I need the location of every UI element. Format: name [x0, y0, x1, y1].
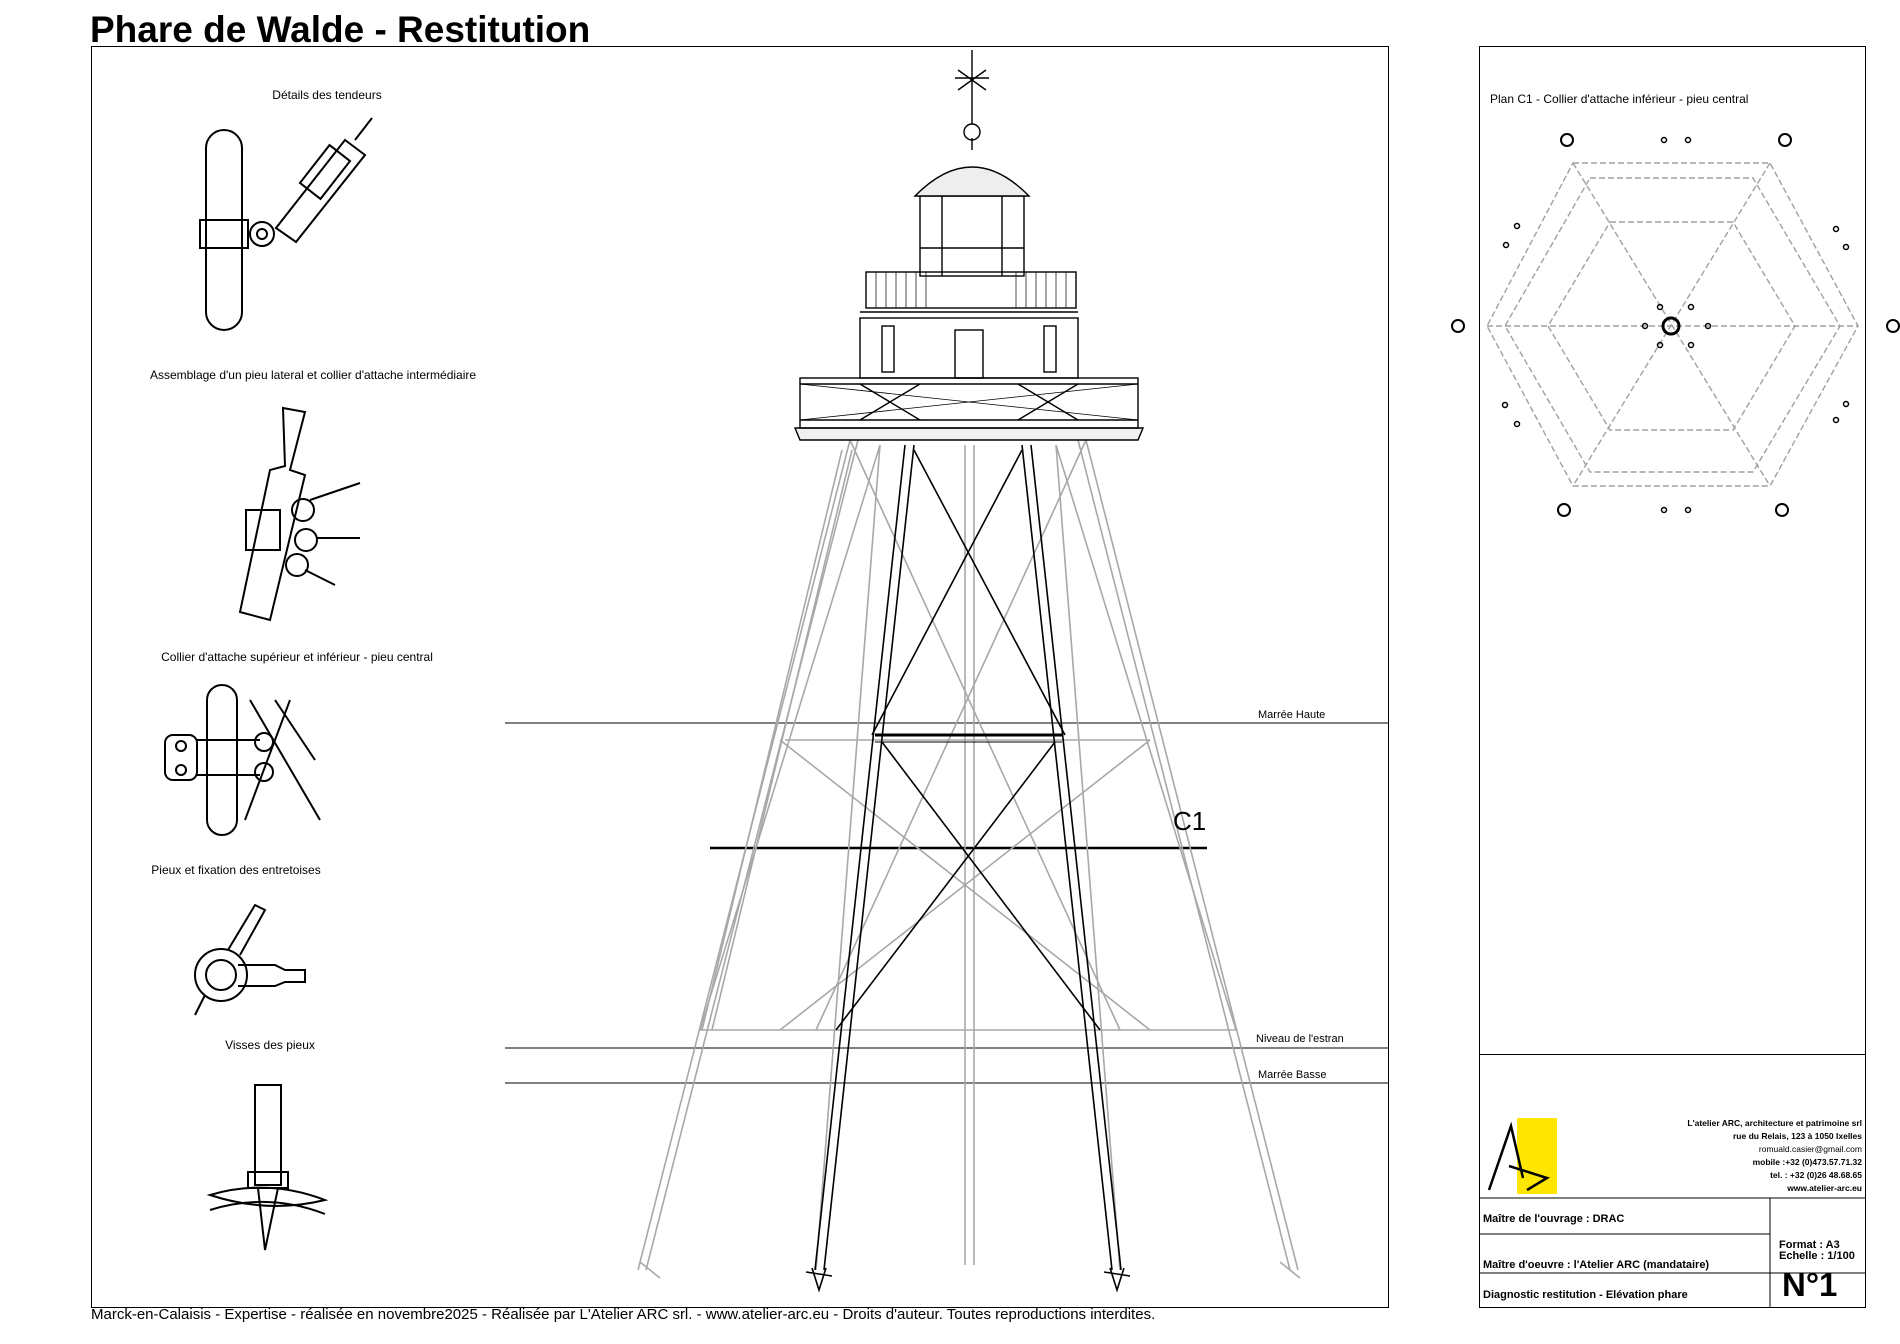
title-block-divider	[1479, 1054, 1866, 1055]
footer-credit: Marck-en-Calaisis - Expertise - réalisée en novembre2025 - Réalisée par L'Atelier ARC srl. - www.atelier-arc.eu - Droits d'auteur. Toutes reproductions interdites.	[91, 1306, 1156, 1323]
drawing-name-field: Diagnostic restitution - Elévation phare	[1483, 1289, 1688, 1301]
detail-caption-screw-pile: Visses des pieux	[225, 1038, 315, 1052]
detail-caption-tensioner: Détails des tendeurs	[272, 88, 382, 102]
logo	[1483, 1118, 1557, 1194]
owner-field: Maître de l'ouvrage : DRAC	[1483, 1213, 1625, 1225]
format-field: Format : A3	[1779, 1239, 1840, 1251]
firm-name: L'atelier ARC, architecture et patrimoine srl	[1687, 1118, 1862, 1128]
architect-field: Maître d'oeuvre : l'Atelier ARC (mandataire)	[1483, 1259, 1710, 1271]
level-label-low-tide: Marrée Basse	[1258, 1069, 1327, 1081]
firm-email[interactable]: romuald.casier@gmail.com	[1758, 1144, 1862, 1154]
plan-caption: Plan C1 - Collier d'attache inférieur - pieu central	[1490, 92, 1749, 106]
detail-caption-lateral-pile: Assemblage d'un pieu lateral et collier d'attache intermédiaire	[149, 368, 477, 382]
scale-field: Echelle : 1/100	[1779, 1250, 1855, 1262]
firm-tel: tel. : +32 (0)26 48.68.65	[1770, 1170, 1862, 1180]
firm-address	[1687, 1117, 1862, 1195]
sheet-number: N°1	[1782, 1266, 1838, 1303]
level-label-foreshore: Niveau de l'estran	[1256, 1033, 1344, 1045]
firm-street: rue du Relais, 123 à 1050 Ixelles	[1733, 1131, 1862, 1141]
firm-mobile: mobile :+32 (0)473.57.71.32	[1752, 1157, 1862, 1167]
page-title: Phare de Walde - Restitution	[90, 9, 591, 50]
section-label: C1	[1173, 806, 1207, 836]
detail-caption-pile-fixing: Pieux et fixation des entretoises	[151, 863, 321, 877]
firm-website[interactable]: www.atelier-arc.eu	[1787, 1183, 1862, 1193]
level-label-high-tide: Marrée Haute	[1258, 709, 1326, 721]
detail-caption-collar: Collier d'attache supérieur et inférieur - pieu central	[161, 650, 433, 664]
main-drawing-frame	[91, 46, 1389, 1308]
